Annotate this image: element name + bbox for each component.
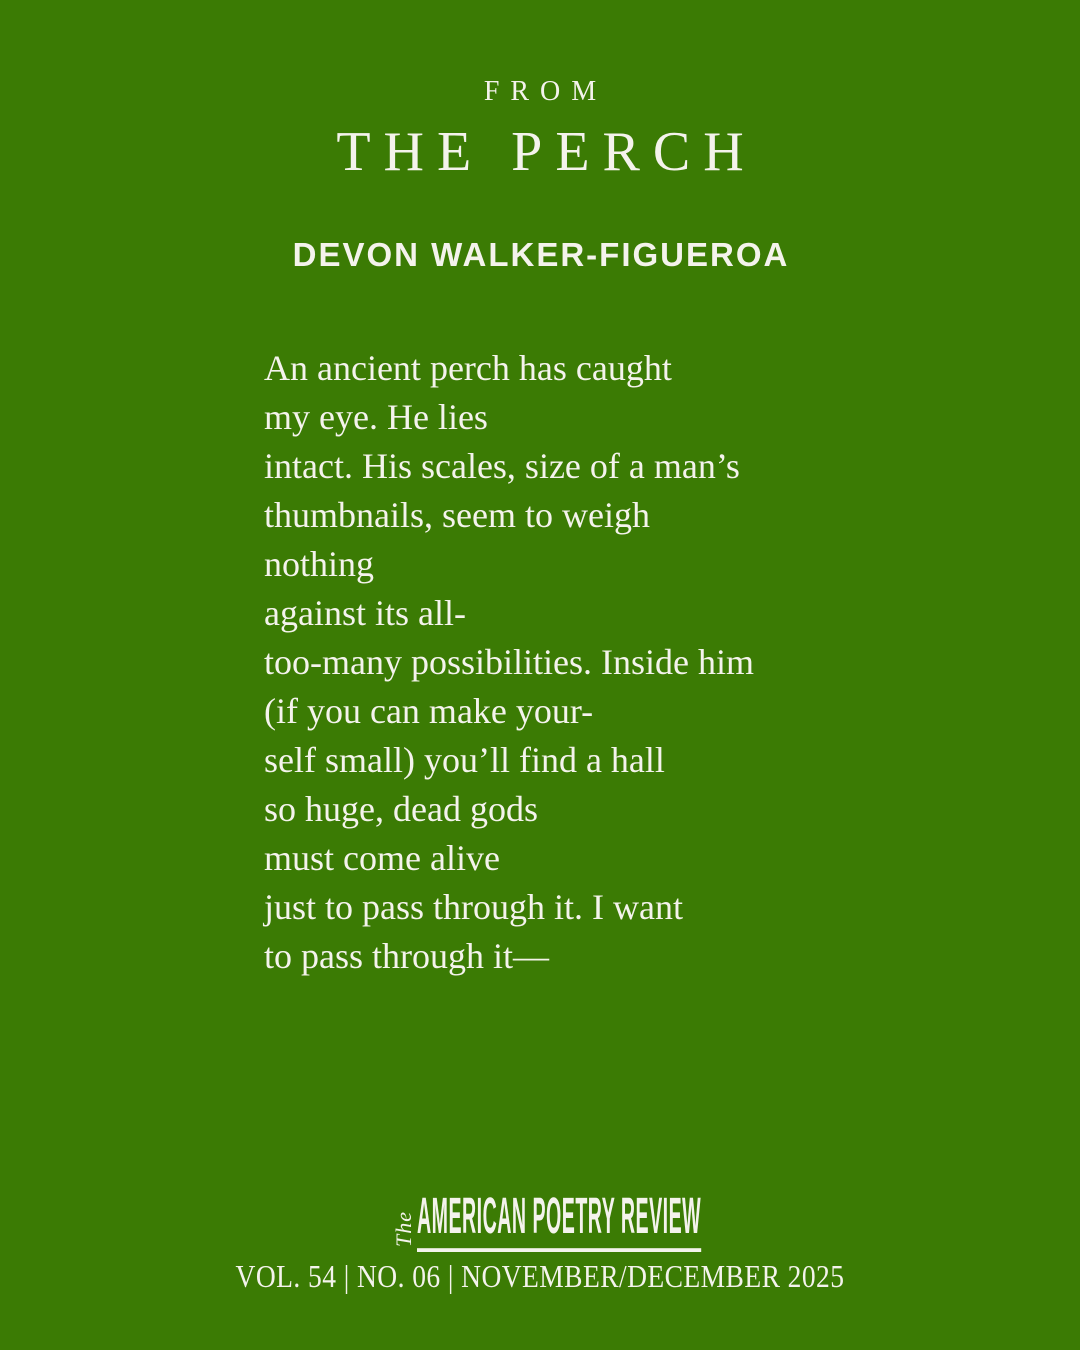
author-name: DEVON WALKER-FIGUEROA <box>292 236 790 273</box>
poem-line: to pass through it— <box>264 936 549 976</box>
apr-logo <box>0 1188 1080 1252</box>
poem-line: intact. His scales, size of a man’s <box>264 446 740 486</box>
poem-line: must come alive <box>264 838 500 878</box>
kicker-from: FROM <box>483 76 608 107</box>
apr-logo-inner <box>391 1188 702 1252</box>
issue-line: VOL. 54 | NO. 06 | NOVEMBER/DECEMBER 2025 <box>235 1258 845 1294</box>
poem-line: (if you can make your- <box>264 691 594 731</box>
poem-line: self small) you’ll find a hall <box>264 740 665 780</box>
apr-logo-name: AMERICAN POETRY REVIEW <box>417 1191 701 1252</box>
poem-line: thumbnails, seem to weigh <box>264 495 650 535</box>
poem-line: against its all- <box>264 593 466 633</box>
poem-line: nothing <box>264 544 375 584</box>
poem-line: An ancient perch has caught <box>264 348 672 388</box>
apr-logo-the-box <box>391 1206 417 1252</box>
poem-line: just to pass through it. I want <box>264 887 683 927</box>
apr-logo-name-box <box>417 1188 702 1252</box>
poem-excerpt <box>264 344 754 981</box>
poem-line: so huge, dead gods <box>264 789 538 829</box>
issue-info <box>0 1258 1080 1295</box>
apr-logo-the: The <box>391 1211 416 1247</box>
poem-line: my eye. He lies <box>264 397 488 437</box>
poem-line: too-many possibilities. Inside him <box>264 642 754 682</box>
poem-title: THE PERCH <box>336 121 757 183</box>
